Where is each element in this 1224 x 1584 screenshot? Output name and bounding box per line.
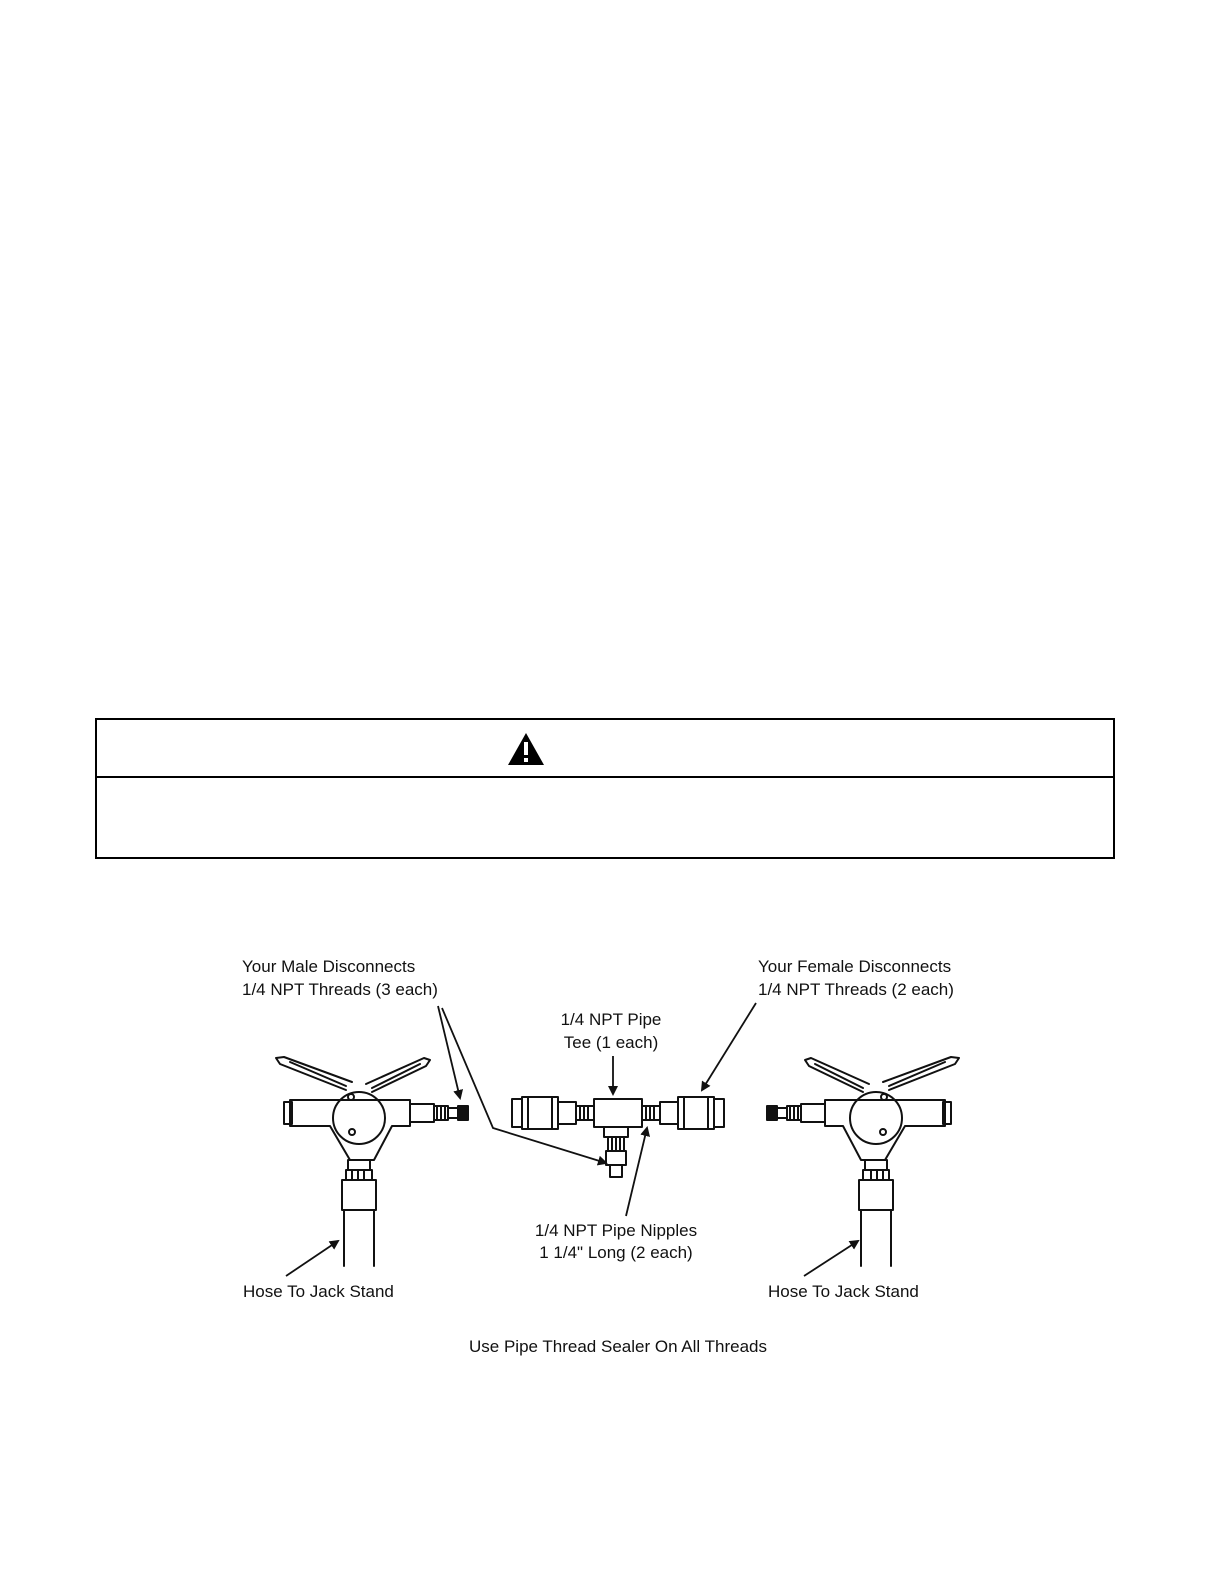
label-female-disconnects-1: Your Female Disconnects	[758, 957, 952, 976]
arrow-hose-left	[286, 1241, 338, 1276]
warning-box	[95, 718, 1115, 859]
label-nipples-2: 1 1/4" Long (2 each)	[539, 1243, 693, 1262]
warning-triangle-icon	[507, 732, 545, 766]
tee-assembly	[512, 1097, 724, 1177]
label-hose-right: Hose To Jack Stand	[768, 1282, 919, 1301]
label-nipples-1: 1/4 NPT Pipe Nipples	[534, 1221, 698, 1240]
label-tee-2: Tee (1 each)	[563, 1033, 659, 1052]
warning-body	[97, 778, 1113, 859]
right-jack-handle	[767, 1057, 959, 1266]
label-male-disconnects-2: 1/4 NPT Threads (3 each)	[242, 980, 438, 999]
label-hose-left: Hose To Jack Stand	[243, 1282, 394, 1301]
arrow-male-to-left	[438, 1006, 460, 1098]
arrow-female	[702, 1003, 756, 1090]
left-jack-handle	[276, 1057, 468, 1266]
label-male-disconnects-1: Your Male Disconnects	[242, 957, 416, 976]
label-female-disconnects-2: 1/4 NPT Threads (2 each)	[758, 980, 954, 999]
arrow-hose-right	[804, 1241, 858, 1276]
arrow-nipples	[626, 1128, 647, 1216]
warning-header	[97, 720, 1113, 778]
label-tee-1: 1/4 NPT Pipe	[560, 1010, 662, 1029]
diagram-caption: Use Pipe Thread Sealer On All Threads	[469, 1337, 767, 1356]
